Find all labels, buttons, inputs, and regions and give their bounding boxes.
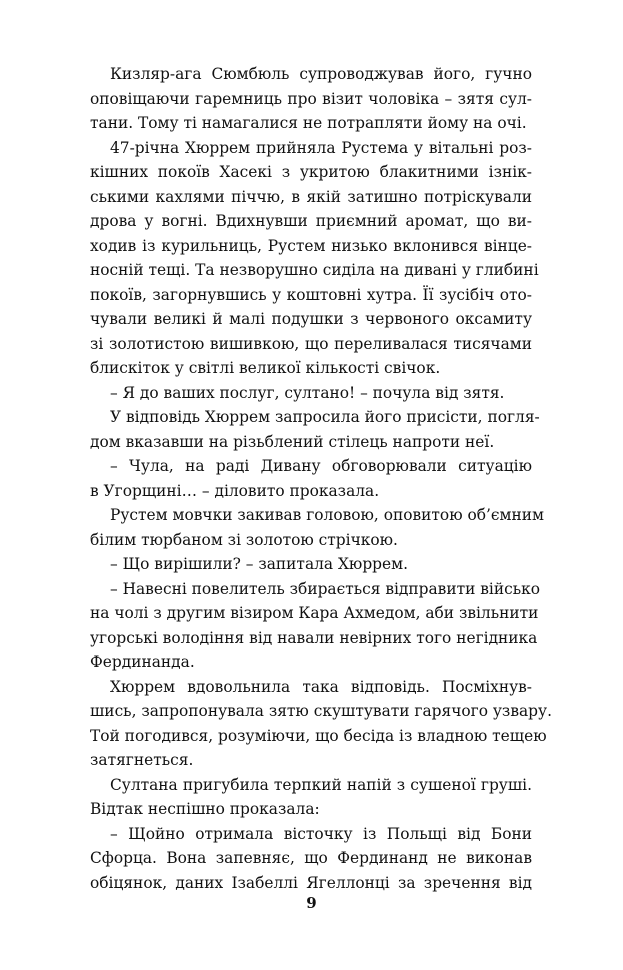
text-line: Сфорца. Вона запевняє, що Фердинанд не виконав	[90, 849, 532, 867]
text-line: дрова у вогні. Вдихнувши приємний аромат, що ви-	[90, 212, 532, 230]
text-line: чували великі й малі подушки з червоного оксамиту	[90, 310, 532, 328]
text-line: затягнеться.	[90, 751, 194, 769]
text-line: білим тюрбаном зі золотою стрічкою.	[90, 530, 398, 549]
text-line: угорські володіння від навали невірних того негідника	[90, 628, 538, 647]
text-line: – Навесні повелитель збирається відправити військо	[110, 579, 540, 598]
text-line: У відповідь Хюррем запросила його присісти, погля-	[110, 408, 540, 426]
text-line: ходив із курильниць, Рустем низько вклонився вінце-	[90, 236, 532, 255]
text-line: Той погодився, розуміючи, що бесіда із владною тещею	[90, 726, 547, 745]
text-line: блискіток у світлі великої кількості свічок.	[90, 359, 441, 377]
page-number: 9	[306, 894, 317, 912]
text-line: носній тещі. Та незворушно сиділа на дивані у глибині	[90, 261, 539, 279]
text-line: Хюррем вдовольнила така відповідь. Посміхнув-	[110, 677, 532, 696]
text-line: 47-річна Хюррем прийняла Рустема у вітальні роз-	[110, 138, 532, 157]
text-line: Султана пригубила терпкий напій з сушеної груші.	[110, 775, 532, 794]
text-line: зі золотистою вишивкою, що переливалася тисячами	[90, 334, 532, 353]
text-line: дом вказавши на різьблений стілець напроти неї.	[90, 432, 495, 451]
text-line: в Угорщині… – діловито проказала.	[90, 481, 380, 500]
text-line: оповіщаючи гаремниць про візит чоловіка – зятя сул-	[90, 89, 532, 108]
text-line: тани. Тому ті намагалися не потрапляти йому на очі.	[90, 114, 527, 132]
text-line: Відтак неспішно проказала:	[90, 800, 320, 818]
text-line: кішних покоїв Хасекі з укритою блакитними ізнік-	[90, 163, 532, 181]
text-line: – Я до ваших послуг, султано! – почула від зятя.	[110, 383, 505, 402]
text-line: покоїв, загорнувшись у коштовні хутра. Її зусібіч ото-	[90, 285, 532, 304]
text-line: Кизляр-ага Сюмбюль супроводжував його, гучно	[110, 65, 532, 83]
text-line: шись, запропонувала зятю скуштувати гарячого узвару.	[90, 702, 552, 720]
text-line: на чолі з другим візиром Кара Ахмедом, аби звільнити	[90, 604, 539, 622]
text-line: – Чула, на раді Дивану обговорювали ситуацію	[110, 457, 532, 475]
text-line: обіцянок, даних Ізабеллі Ягеллонці за зречення від	[90, 873, 532, 892]
text-line: Рустем мовчки закивав головою, оповитою об’ємним	[110, 506, 544, 524]
text-line: Фердинанда.	[90, 653, 195, 671]
text-line: – Що вирішили? – запитала Хюррем.	[110, 555, 408, 573]
text-line: ськими кахлями піччю, в якій затишно потріскували	[90, 187, 532, 206]
page-body-text	[90, 62, 552, 895]
text-line: – Щойно отримала вісточку із Польщі від Бони	[110, 824, 532, 843]
